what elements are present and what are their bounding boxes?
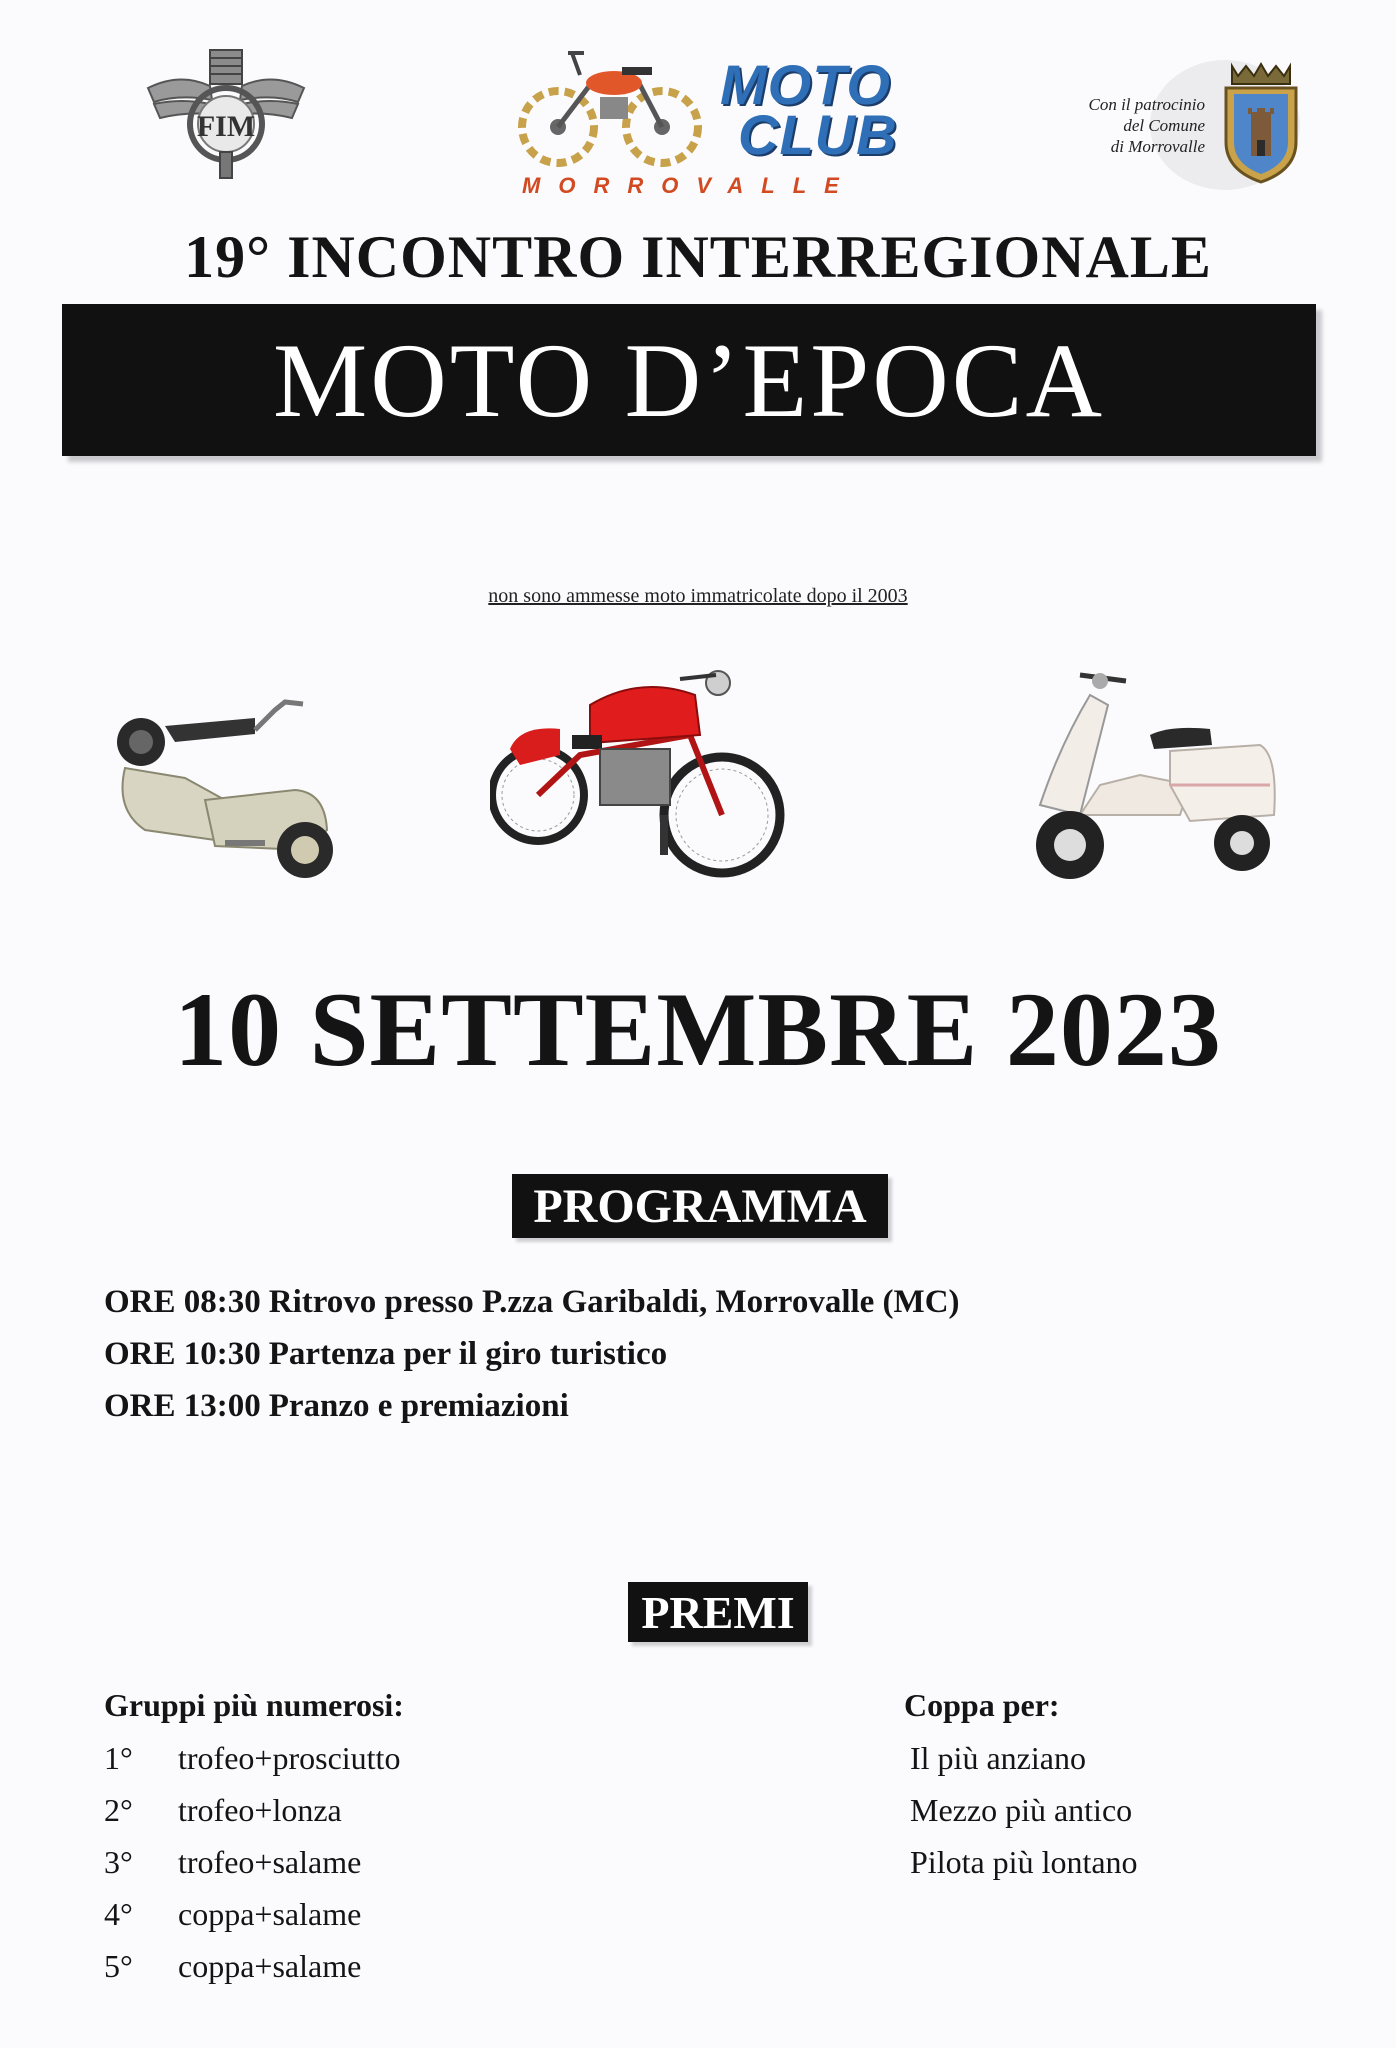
prize-rank: 5°: [104, 1948, 133, 1984]
town-crest-icon: [1218, 62, 1304, 184]
schedule-row: [104, 1328, 1284, 1380]
prize-item: trofeo+lonza: [178, 1792, 342, 1828]
event-title: MOTO D’EPOCA: [272, 322, 1106, 439]
schedule-text: Partenza per il giro turistico: [268, 1336, 668, 1372]
prize-rank: 3°: [104, 1844, 133, 1880]
schedule-time: ORE 10:30: [104, 1336, 261, 1372]
patronage-line: di Morrovalle: [1110, 137, 1205, 156]
club-logo-moto: MOTO: [720, 53, 891, 116]
motorcycle-icon: [490, 665, 790, 895]
schedule-row: [104, 1380, 1284, 1432]
prize-rank: 4°: [104, 1896, 133, 1932]
event-subtitle: 19° INCONTRO INTERREGIONALE: [184, 224, 1212, 290]
event-date: 10 SETTEMBRE 2023: [174, 971, 1222, 1088]
club-logo-club: CLUB: [738, 103, 898, 166]
prize-rank: 1°: [104, 1740, 133, 1776]
registration-note: non sono ammesse moto immatricolate dopo il 2003: [488, 585, 908, 607]
prize-row: [104, 1888, 664, 1940]
cup-row: Il più anziano: [910, 1740, 1086, 1776]
cup-row: Mezzo più antico: [910, 1792, 1133, 1828]
schedule-text: Pranzo e premiazioni: [268, 1388, 569, 1424]
patronage-line: del Comune: [1123, 116, 1205, 135]
moto-club-logo: [510, 45, 898, 200]
group-prizes: [104, 1682, 664, 1992]
winged-wheel-icon: [140, 42, 312, 180]
cup-prizes-heading: Coppa per:: [904, 1687, 1060, 1723]
schedule-time: ORE 13:00: [104, 1388, 261, 1424]
cup-prizes: [904, 1682, 1344, 1888]
premi-heading: PREMI: [628, 1582, 808, 1642]
schedule-row: [104, 1276, 1284, 1328]
patronage-text: [1040, 94, 1205, 157]
prize-row: [104, 1732, 664, 1784]
patronage-block: [1040, 58, 1310, 188]
fim-logo: [140, 42, 312, 180]
prize-rank: 2°: [104, 1792, 133, 1828]
prize-row: [104, 1784, 664, 1836]
scooter-icon: [105, 690, 345, 890]
schedule-list: [104, 1276, 1284, 1432]
schedule-text: Ritrovo presso P.zza Garibaldi, Morrovalle (MC): [268, 1284, 960, 1320]
patronage-line: Con il patrocinio: [1088, 95, 1205, 114]
vespa-scooter-image: [105, 690, 345, 890]
title-band: [62, 304, 1316, 456]
prize-row: [104, 1940, 664, 1992]
programma-heading: PROGRAMMA: [512, 1174, 888, 1238]
cup-row: Pilota più lontano: [910, 1844, 1138, 1880]
prize-item: trofeo+salame: [178, 1844, 362, 1880]
prize-row: [104, 1836, 664, 1888]
group-prizes-heading: Gruppi più numerosi:: [104, 1687, 404, 1723]
club-logo-town: MORROVALLE: [522, 173, 857, 198]
fim-letters: FIM: [196, 110, 256, 143]
prize-item: coppa+salame: [178, 1948, 362, 1984]
schedule-time: ORE 08:30: [104, 1284, 261, 1320]
prize-item: coppa+salame: [178, 1896, 362, 1932]
moped-icon: [510, 45, 710, 170]
red-motorcycle-image: [490, 665, 790, 895]
lambretta-scooter-image: [1020, 665, 1290, 895]
prize-item: trofeo+prosciutto: [178, 1740, 401, 1776]
scooter-icon: [1020, 665, 1290, 895]
